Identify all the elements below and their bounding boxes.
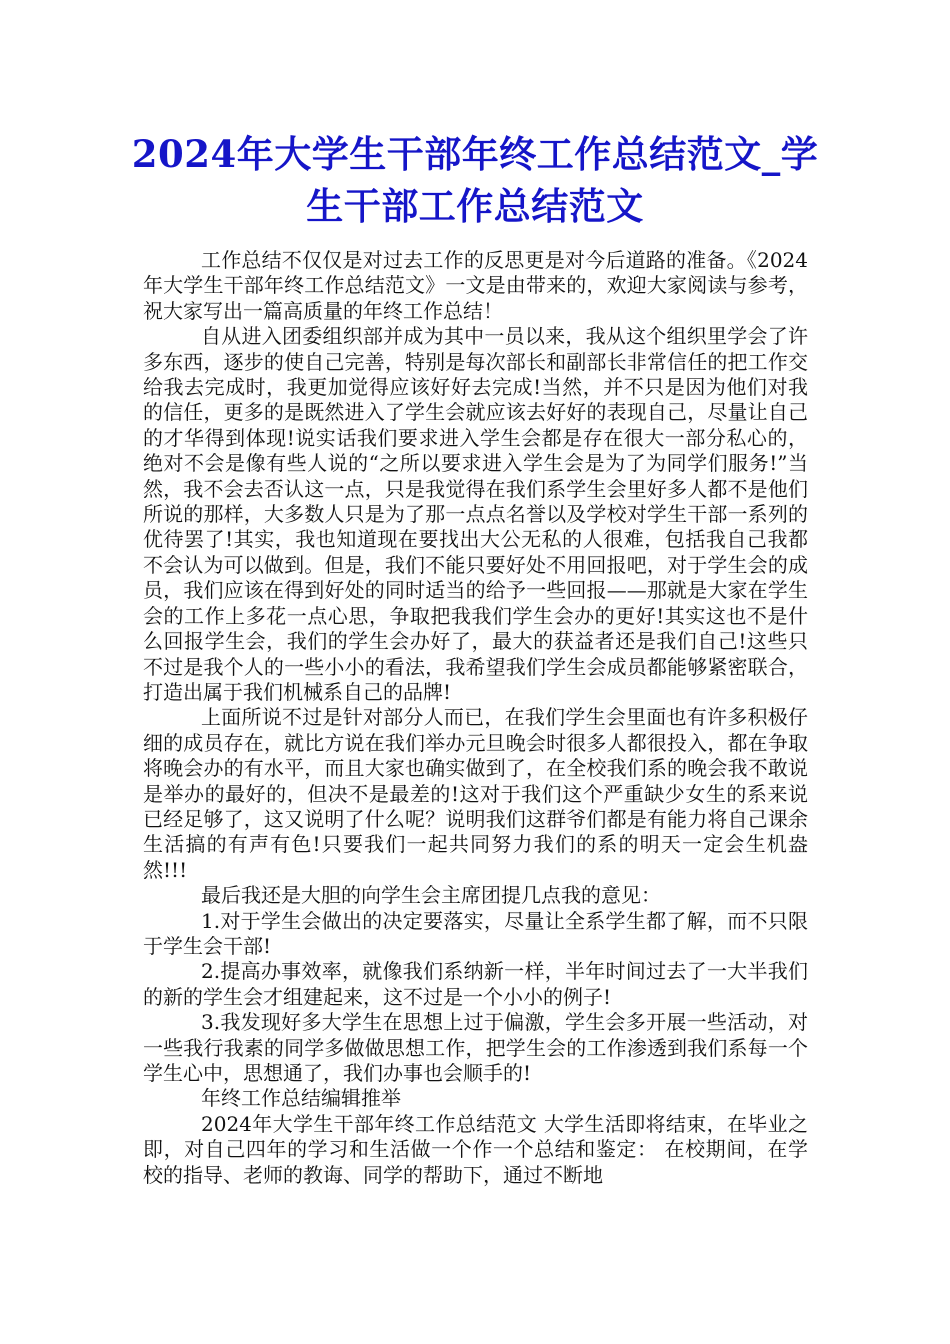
paragraph-suggestion-1: 1.对于学生会做出的决定要落实，尽量让全系学生都了解，而不只限于学生会干部! (143, 908, 808, 958)
paragraph-suggestion-2: 2.提高办事效率，就像我们系纳新一样，半年时间过去了一大半我们的新的学生会才组建起来，这不过是一个小小的例子! (143, 959, 808, 1009)
paragraph-members: 上面所说不过是针对部分人而已，在我们学生会里面也有许多积极仔细的成员存在，就比方说在我们举办元旦晚会时很多人都很投入，都在争取将晚会办的有水平，而且大家也确实做到了，在全校我们系的晚会我不敢说是举办的最好的，但决不是最差的!这对于我们这个严重缺少女生的系来说已经足够了，这又说明了什么呢？说明我们这群爷们都是有能力将自己课余生活搞的有声有色!只要我们一起共同努力我们的系的明天一定会生机盎然!!! (143, 705, 808, 882)
paragraph-recommendation-heading: 年终工作总结编辑推举 (201, 1086, 401, 1111)
document-body (143, 248, 808, 1188)
document-title: 2024年大学生干部年终工作总结范文_学生干部工作总结范文 (131, 132, 819, 228)
paragraph-experience: 自从进入团委组织部并成为其中一员以来，我从这个组织里学会了许多东西，逐步的使自己完善，特别是每次部长和副部长非常信任的把工作交给我去完成时，我更加觉得应该好好去完成!当然，并不只是因为他们对我的信任，更多的是既然进入了学生会就应该去好好的表现自己，尽量让自己的才华得到体现!说实话我们要求进入学生会都是存在很大一部分私心的，绝对不会是像有些人说的“之所以要求进入学生会是为了为同学们服务!”当然，我不会去否认这一点，只是我觉得在我们系学生会里好多人都不是他们所说的那样，大多数人只是为了那一点点名誉以及学校对学生干部一系列的优待罢了!其实，我也知道现在要找出大公无私的人很难，包括我自己我都不会认为可以做到。但是，我们不能只要好处不用回报吧，对于学生会的成员，我们应该在得到好处的同时适当的给予一些回报——那就是大家在学生会的工作上多花一点心思，争取把我我们学生会办的更好!其实这也不是什么回报学生会，我们的学生会办好了，最大的获益者还是我们自己!这些只不过是我个人的一些小小的看法，我希望我们学生会成员都能够紧密联合，打造出属于我们机械系自己的品牌! (143, 324, 808, 704)
paragraph-suggestion-3: 3.我发现好多大学生在思想上过于偏激，学生会多开展一些活动，对一些我行我素的同学多做做思想工作，把学生会的工作渗透到我们系每一个学生心中，思想通了，我们办事也会顺手的! (143, 1010, 808, 1085)
paragraph-suggestions-intro: 最后我还是大胆的向学生会主席团提几点我的意见： (201, 883, 661, 908)
paragraph-recommendation-text: 2024年大学生干部年终工作总结范文 大学生活即将结束，在毕业之即，对自己四年的学习和生活做一个作一个总结和鉴定： 在校期间，在学校的指导、老师的教诲、同学的帮助下，通过不断地 (143, 1111, 808, 1187)
paragraph-intro: 工作总结不仅仅是对过去工作的反思更是对今后道路的准备。《2024年大学生干部年终工作总结范文》一文是由带来的，欢迎大家阅读与参考，祝大家写出一篇高质量的年终工作总结！ (143, 248, 808, 323)
